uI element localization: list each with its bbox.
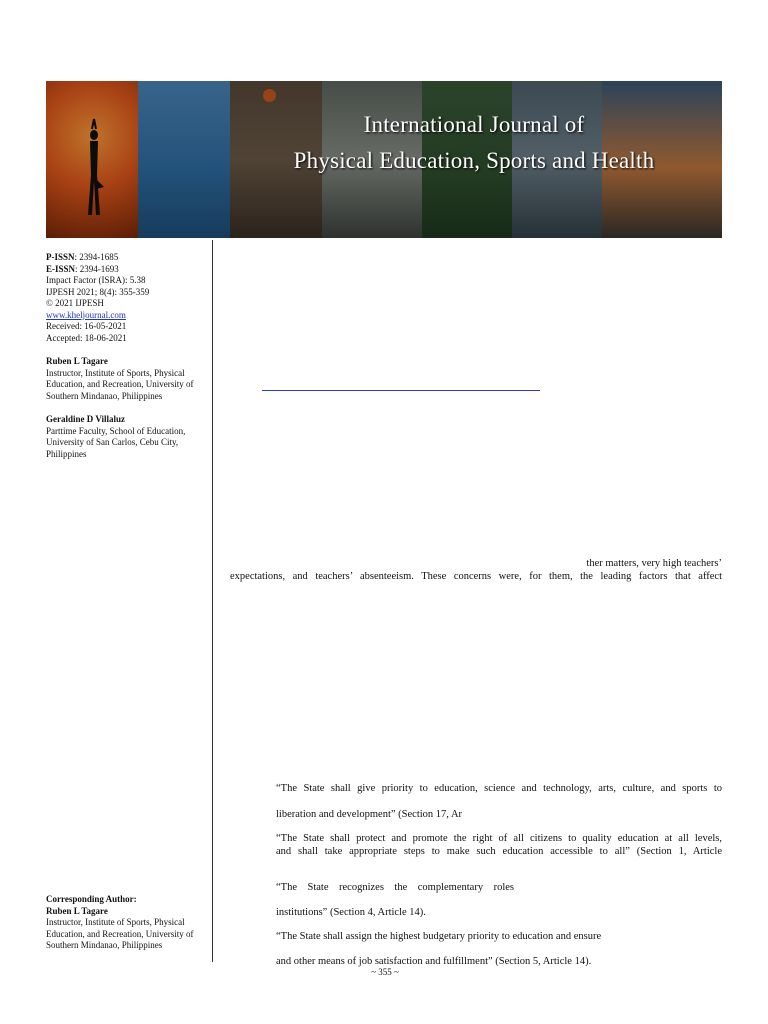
author2-affiliation: Parttime Faculty, School of Education, University of San Carlos, Cebu City, Philippines bbox=[46, 425, 186, 459]
quote-section1-line2: and shall take appropriate steps to make such education accessible to all” (Section 1, Article bbox=[276, 846, 722, 857]
copyright: © 2021 IJPESH bbox=[46, 298, 104, 308]
quote-section5-line1: “The State shall assign the highest budgetary priority to education and ensure bbox=[276, 931, 602, 942]
pissn: P-ISSN: 2394-1685 bbox=[46, 252, 119, 262]
journal-title-line2: Physical Education, Sports and Health bbox=[293, 148, 655, 173]
eissn: E-ISSN: 2394-1693 bbox=[46, 263, 119, 274]
corresponding-author bbox=[46, 894, 206, 952]
corresponding-label: Corresponding Author: bbox=[46, 894, 137, 904]
article-metadata bbox=[46, 252, 206, 460]
author1-name: Ruben L Tagare bbox=[46, 356, 108, 366]
received-date: Received: 16-05-2021 bbox=[46, 321, 127, 331]
quote-section1-line1: “The State shall protect and promote the right of all citizens to quality education at all levels, bbox=[276, 833, 722, 844]
quote-section5-line2: and other means of job satisfaction and fulfillment” (Section 5, Article 14). bbox=[276, 956, 592, 967]
journal-banner bbox=[46, 81, 722, 238]
column-divider bbox=[212, 240, 213, 962]
corresponding-affiliation: Instructor, Institute of Sports, Physical Education, and Recreation, University of Southern Mindanao, Philippines bbox=[46, 917, 194, 950]
journal-website-link[interactable]: www.kheljournal.com bbox=[46, 309, 126, 320]
author1-affiliation: Instructor, Institute of Sports, Physical Education, and Recreation, University of Southern Mindanao, Philippines bbox=[46, 367, 194, 401]
body-fragment-2: expectations, and teachers’ absenteeism. These concerns were, for them, the leading factors that affect bbox=[230, 571, 722, 582]
author2-name: Geraldine D Villaluz bbox=[46, 414, 126, 424]
journal-title-line1: International Journal of bbox=[363, 112, 585, 137]
quote-section17-line1: “The State shall give priority to education, science and technology, arts, culture, and sports to bbox=[276, 783, 722, 794]
quote-section4-line2: institutions” (Section 4, Article 14). bbox=[276, 907, 426, 918]
citation: IJPESH 2021; 8(4): 355-359 bbox=[46, 286, 150, 297]
quote-section17-line2: liberation and development” (Section 17, Ar bbox=[276, 809, 463, 820]
hyperlink-underline bbox=[262, 390, 540, 391]
quote-section4-line1: “The State recognizes the complementary roles bbox=[276, 882, 514, 893]
journal-title bbox=[234, 107, 714, 179]
page-number: ~ 355 ~ bbox=[371, 967, 399, 977]
accepted-date: Accepted: 18-06-2021 bbox=[46, 332, 127, 343]
body-fragment-1: ther matters, very high teachers’ bbox=[586, 558, 722, 569]
corresponding-name: Ruben L Tagare bbox=[46, 905, 108, 916]
impact-factor: Impact Factor (ISRA): 5.38 bbox=[46, 275, 146, 285]
